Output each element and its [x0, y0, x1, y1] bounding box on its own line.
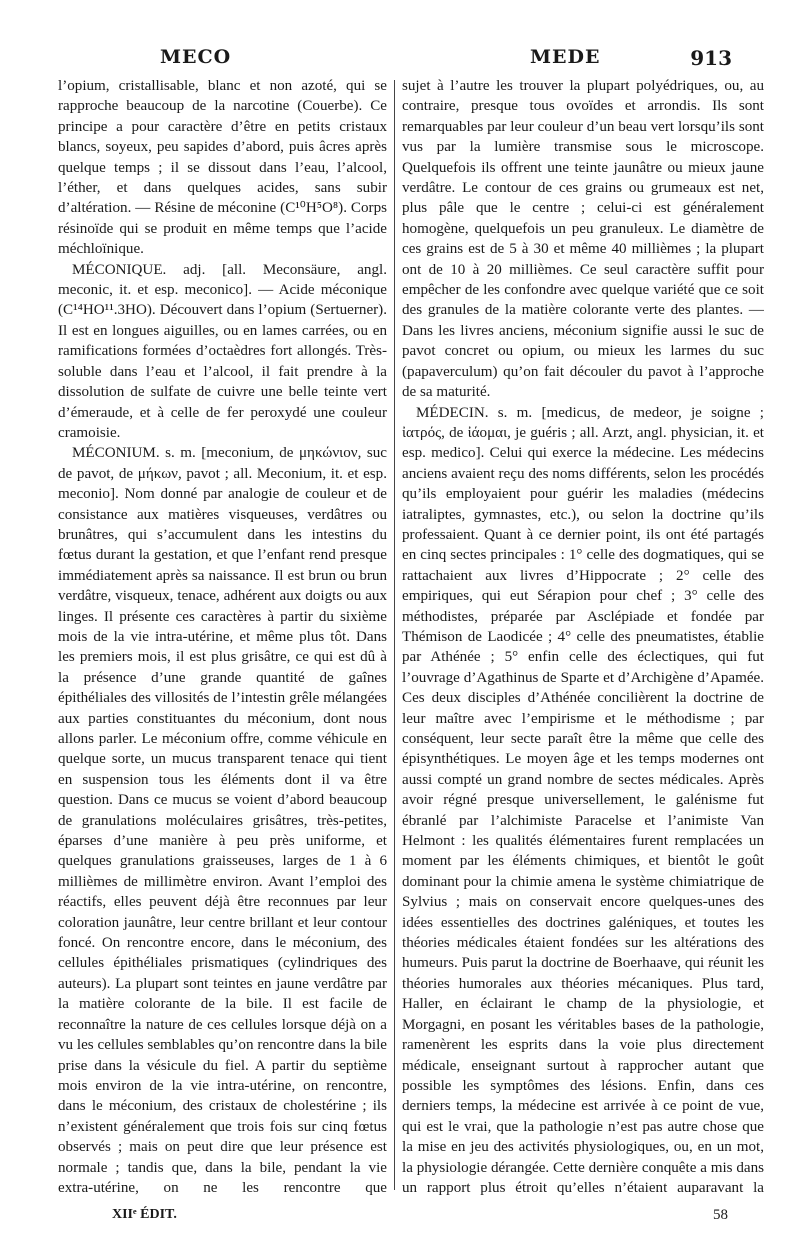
header-left-word: MECO [160, 46, 232, 68]
right-column [402, 76, 764, 1196]
entry-medecin: MÉDECIN. s. m. [medicus, de medeor, je soigne ; ἰατρός, de ἰάομαι, je guéris ; all. Arzt, angl. physician, it. et esp. medico]. Celui qui exerce la médecine. Les médecins anciens avaient reçu des noms différents, selon les procédés qu’ils employaient pour guérir les maladies (médecins iatraliptes, gymnastes, etc.), ou selon la doctrine qu’ils professaient. Quant à ce dernier point, ils ont été partagés en cinq sectes principales : 1° celle des dogmatiques, qui se rattachaient aux livres d’Hippocrate ; 2° celle des empiriques, qui eut Sérapion pour chef ; 3° celle des méthodistes, préparée par Asclépiade et fondée par Thémison de Laodicée ; 4° celle des pneumatistes, établie par Athénée ; 5° enfin celle des éclectiques, qui fut l’ouvrage d’Agathinus de Sparte et d’Archigène d’Apamée. Ces deux disciples d’Athénée concilièrent la doctrine de leur maître avec l’empirisme et le méthodisme ; par conséquent, leur secte paraît être la même que celle des épisynthétiques. Le moyen âge et les temps modernes ont aussi compté un grand nombre de sectes médicales. Après avoir régné presque universellement, le galénisme fut ébranlé par l’alchimiste Paracelse et l’animiste Van Helmont : les qualités élémentaires furent remplacées un moment par les éléments chimiques, et bientôt le goût dominant pour la chimie amena le système chimiatrique de Sylvius ; mais on conservait encore quelques-unes des idées essentielles des doctrines galéniques, et toutes les théories médicales étaient fondées sur les altérations des humeurs. Puis parut la doctrine de Boerhaave, qui réunit les théories humorales aux théories mécaniques. Plus tard, Haller, en éclairant le champ de la physiologie, et Morgagni, en posant les véritables bases de la pathologie, ramenèrent les esprits dans la voie plus directement médicale, enseignant surtout à rapprocher autant que possible les symptômes des lésions. Enfin, dans ces derniers temps, la médecine est arrivée à ce point de vue, qui est le vrai, que la pathologie n’est pas autre chose que la mise en jeu des activités physiologiques, ou, en un mot, la physiologie dérangée. Cette dernière conquête a mis dans un rapport plus étroit qu’elles n’étaient auparavant la [402, 404, 764, 1196]
page-footer [60, 1207, 752, 1229]
entry-meconium: MÉCONIUM. s. m. [meconium, de μηκώνιον, suc de pavot, de μήκων, pavot ; all. Meconium, it. et esp. meconio]. Nom donné par analogie de couleur et de consistance aux matières visqueuses, verdâtres ou brunâtres, qui s’accumulent dans les intestins du fœtus durant la gestation, et que l’enfant rend presque immédiatement après sa naissance. Il est brun ou brun verdâtre, visqueux, tenace, adhérent aux doigts ou aux linges. Il présente ces caractères à partir du sixième mois de la vie intra-utérine, et même plus tôt. Dans les premiers mois, il est plus grisâtre, ce qui est dû à la présence d’une grande quantité de gaînes épithéliales des villosités de l’intestin grêle mélangées aux parties constituantes du méconium, dont nous allons parler. Le méconium offre, comme véhicule en quelque sorte, un mucus transparent tenace qui tient en suspension tous les éléments dont il va être question. Dans ce mucus se voient d’abord beaucoup de granulations moléculaires grisâtres, très-petites, éparses d’une manière à peu près uniforme, et quelques granulations graisseuses, larges de 1 à 6 millièmes de millimètre environ. Avant l’emploi des réactifs, elles peuvent déjà être reconnues par leur coloration jaunâtre, leur centre brillant et leur contour foncé. On rencontre encore, dans le méconium, des cellules épithéliales prismatiques (cylindriques des auteurs). La plupart sont teintes en jaune verdâtre par la matière colorante de la bile. Il est facile de reconnaître la nature de ces cellules lorsque déjà on a vu les cellules semblables qu’on rencontre dans la bile prise dans la vésicule du fiel. A partir du septième mois environ de la vie intra-utérine, on rencontre, dans le méconium, des cristaux de cholestérine ; ils n’existent généralement que trois fois sur cinq fœtus observés ; mais on peut dire que leur présence est normale ; tandis que, dans la bile, pendant la vie extra-utérine, on ne les rencontre que [58, 445, 387, 1196]
paragraph-meconine-continued: l’opium, cristallisable, blanc et non azoté, qui se rapproche beaucoup de la narcotine (Couerbe). Ce principe a pour caractère d’être en petits cristaux blancs, soyeux, peu sapides d’abord, puis âcres après quelque temps ; il se dissout dans l’eau, l’alcool, l’éther, et dans quelques acides, sans subir d’altération. — Résine de méconine (C¹⁰H⁵O⁸). Corps résinoïde qui se produit en même temps que l’acide méchloïnique. [58, 78, 387, 258]
paragraph-meconium-continued: sujet à l’autre les trouver la plupart polyédriques, ou, au contraire, presque tous ovoïdes et arrondis. Ils sont remarquables par leur couleur d’un beau vert lorsqu’ils sont vus par la lumière transmise sous le microscope. Quelquefois ils offrent une teinte jaunâtre ou mieux jaune verdâtre. Le contour de ces grains ou grumeaux est net, plus pâle que le centre ; celui-ci est généralement homogène, quelquefois un peu granuleux. Le diamètre de ces grains est de 5 à 30 et même 40 millièmes ; la plupart ont de 10 à 20 millièmes. Ce seul caractère suffit pour empêcher de les confondre avec quelque variété que ce soit des granules de la matière colorante verte des plantes. — Dans les livres anciens, méconium signifie aussi le suc de pavot concret ou opium, ou mieux les larmes du suc (papaverculum) qu’on fait découler du pavot à l’approche de sa maturité. [402, 78, 764, 401]
left-column [58, 76, 387, 1196]
column-divider [394, 80, 395, 1190]
header-right-word: MEDE [530, 46, 601, 68]
signature-mark: 58 [713, 1207, 728, 1223]
edition-mark: XIIᵉ ÉDIT. [112, 1207, 177, 1222]
entry-meconique: MÉCONIQUE. adj. [all. Meconsäure, angl. meconic, it. et esp. meconico]. — Acide méconique (C¹⁴HO¹¹.3HO). Découvert dans l’opium (Sertuerner). Il est en longues aiguilles, ou en lames carrées, ou en ramifications formées d’octaèdres fort allongés. Très-soluble dans l’eau et l’alcool, il fait prendre à la dissolution de sulfate de cuivre une belle teinte vert d’émeraude, et à celle de fer peroxydé une couleur cramoisie. [58, 261, 387, 441]
running-header [60, 46, 752, 74]
page-number: 913 [690, 46, 732, 70]
